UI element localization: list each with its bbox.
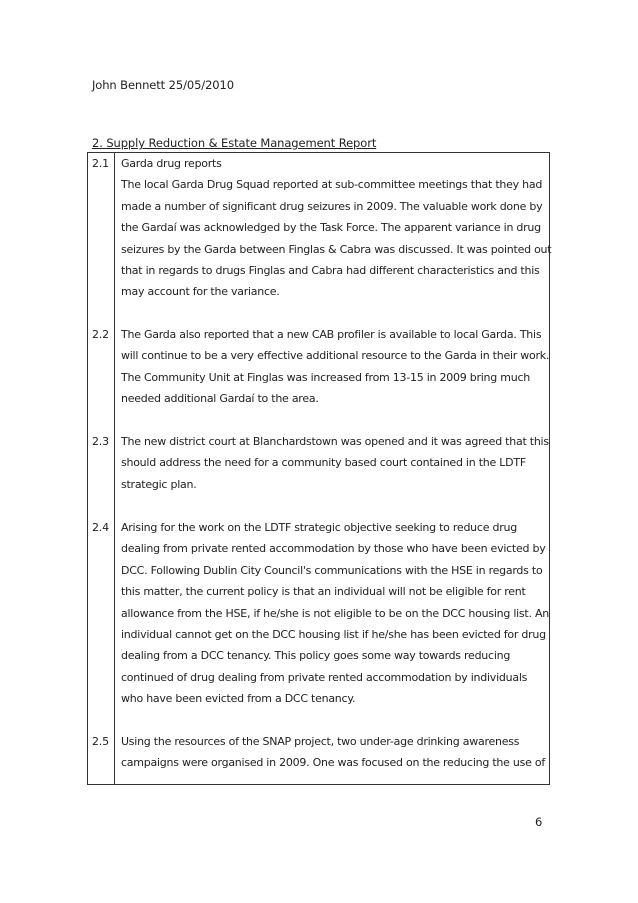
text-line: dealing from a DCC tenancy. This policy goes some way towards reducing (121, 649, 511, 663)
text-line: campaigns were organised in 2009. One was focused on the reducing the use of (121, 756, 545, 770)
item-number: 2.3 (92, 435, 109, 448)
item-number: 2.2 (92, 328, 109, 341)
text-line: should address the need for a community based court contained in the LDTF (121, 456, 526, 470)
text-line: Arising for the work on the LDTF strategic objective seeking to reduce drug (121, 521, 517, 534)
item-number: 2.1 (92, 157, 109, 170)
column-divider (114, 153, 115, 784)
text-line: seizures by the Garda between Finglas & Cabra was discussed. It was pointed out (121, 242, 552, 256)
report-table (87, 152, 550, 785)
text-line: may account for the variance. (121, 285, 280, 299)
text-line: The Garda also reported that a new CAB profiler is available to local Garda. This (121, 328, 542, 341)
item-text (121, 324, 549, 410)
text-line: Using the resources of the SNAP project, two under-age drinking awareness (121, 735, 520, 748)
item-number: 2.5 (92, 735, 109, 748)
text-line: The new district court at Blanchardstown was opened and it was agreed that this (121, 435, 549, 448)
text-line: allowance from the HSE, if he/she is not eligible to be on the DCC housing list. An (121, 606, 549, 620)
text-line: who have been evicted from a DCC tenancy. (121, 692, 356, 706)
text-line: The local Garda Drug Squad reported at sub-committee meetings that they had (121, 178, 543, 192)
text-line: made a number of significant drug seizures in 2009. The valuable work done by (121, 199, 543, 213)
author-date: John Bennett 25/05/2010 (92, 78, 234, 92)
text-line: DCC. Following Dublin City Council's communications with the HSE in regards to (121, 563, 543, 577)
page-number: 6 (535, 815, 543, 829)
text-line: that in regards to drugs Finglas and Cabra had different characteristics and this (121, 264, 540, 278)
text-line: will continue to be a very effective additional resource to the Garda in their work. (121, 349, 550, 363)
text-line: individual cannot get on the DCC housing list if he/she has been evicted for drug (121, 628, 546, 642)
item-text (121, 153, 552, 303)
item-text (121, 731, 549, 774)
text-line: The Community Unit at Finglas was increased from 13-15 in 2009 bring much (121, 370, 530, 384)
text-line: strategic plan. (121, 477, 197, 491)
text-line: this matter, the current policy is that an individual will not be eligible for rent (121, 585, 526, 599)
text-line: needed additional Gardaí to the area. (121, 392, 319, 406)
item-text (121, 431, 549, 495)
text-line: Garda drug reports (121, 157, 222, 170)
text-line: continued of drug dealing from private rented accommodation by individuals (121, 670, 528, 684)
section-heading: 2. Supply Reduction & Estate Management Report (92, 136, 377, 150)
item-text (121, 517, 549, 710)
text-line: dealing from private rented accommodation by those who have been evicted by (121, 542, 546, 556)
item-number: 2.4 (92, 521, 109, 534)
text-line: the Gardaí was acknowledged by the Task Force. The apparent variance in drug (121, 221, 541, 235)
